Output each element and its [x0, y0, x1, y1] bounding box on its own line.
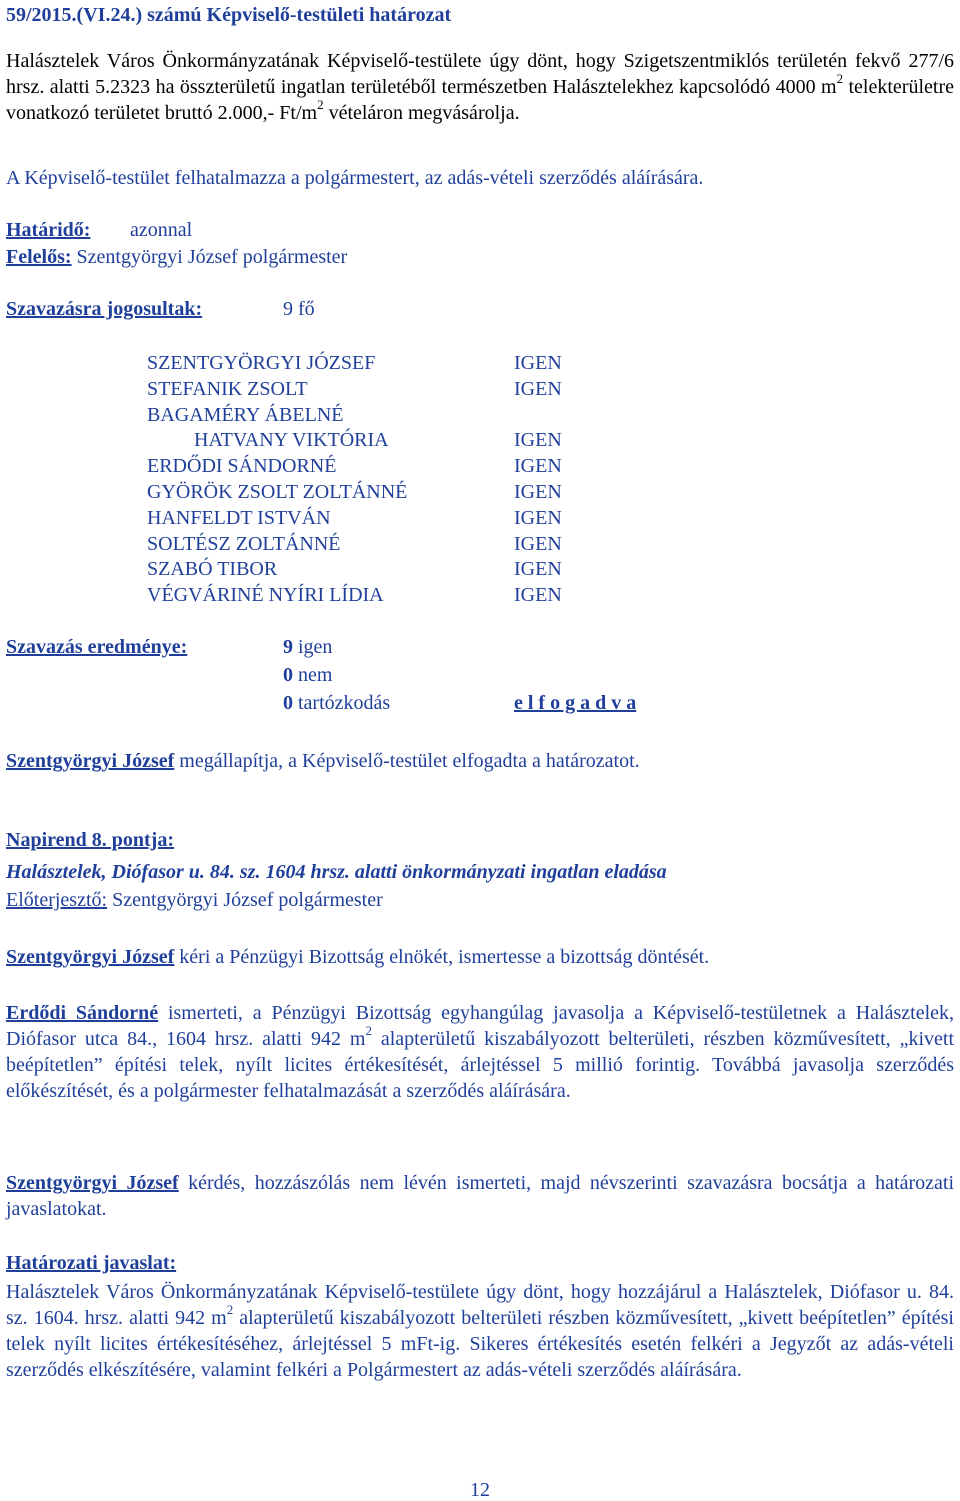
vote-value: IGEN — [514, 429, 562, 451]
vote-value: IGEN — [514, 352, 562, 374]
eligible-row — [6, 298, 315, 320]
conclusion-speaker: Szentgyörgyi József — [6, 750, 175, 772]
presenter-label: Előterjesztő: — [6, 889, 108, 911]
vote-value: IGEN — [514, 481, 562, 503]
deadline-value: azonnal — [130, 219, 193, 241]
vote-value: IGEN — [514, 378, 562, 400]
agenda-label: Napirend 8. pontja: — [6, 829, 174, 851]
vote-name: HANFELDT ISTVÁN — [147, 507, 331, 529]
vote-name: ERDŐDI SÁNDORNÉ — [147, 455, 337, 477]
vote-value: IGEN — [514, 558, 562, 580]
vote-name: STEFANIK ZSOLT — [147, 378, 308, 400]
vote-name: SZABÓ TIBOR — [147, 558, 278, 580]
vote-name: VÉGVÁRINÉ NYÍRI LÍDIA — [147, 584, 384, 606]
eligible-value: 9 fő — [283, 298, 315, 320]
agenda-presenter: Előterjesztő: Szentgyörgyi József polgármester — [6, 889, 383, 911]
discussion-p3: Szentgyörgyi József kérdés, hozzászólás nem lévén ismerteti, majd névszerinti szavazásra bocsátja a határozati javaslatokat. — [6, 1172, 954, 1220]
vote-name: HATVANY VIKTÓRIA — [194, 429, 389, 451]
deadline-row — [6, 219, 193, 241]
eligible-label: Szavazásra jogosultak: — [6, 298, 203, 320]
page-number: 12 — [470, 1479, 490, 1501]
agenda-title: Halásztelek, Diófasor u. 84. sz. 1604 hrsz. alatti önkormányzati ingatlan eladása — [6, 861, 667, 883]
responsible-label: Felelős: — [6, 246, 72, 268]
vote-value: IGEN — [514, 507, 562, 529]
vote-value: IGEN — [514, 533, 562, 555]
proposal-label: Határozati javaslat: — [6, 1252, 177, 1274]
responsible-value: Szentgyörgyi József polgármester — [76, 246, 348, 268]
resolution-text: Halásztelek Város Önkormányzatának Képviselő-testülete úgy dönt, hogy Szigetszentmiklós területén fekvő 277/6 hrsz. alatti 5.2323 ha összterületű ingatlan területéből természetben Halásztelekhez kapcsolódó 4000 $m^2$ telekterületre vonatkozó területet bruttó 2.000,- $Ft/m^2$ vételáron megvásárolja. — [6, 50, 954, 124]
conclusion: Szentgyörgyi József megállapítja, a Képviselő-testület elfogadta a határozatot. — [6, 750, 640, 772]
resolution-title: 59/2015.(VI.24.) számú Képviselő-testületi határozat — [6, 4, 452, 26]
result-abstain: 0 tartózkodás — [283, 692, 391, 714]
vote-value: IGEN — [514, 455, 562, 477]
vote-name: SZENTGYÖRGYI JÓZSEF — [147, 352, 376, 374]
deadline-label: Határidő: — [6, 219, 91, 241]
vote-name: BAGAMÉRY ÁBELNÉ — [147, 404, 344, 426]
result-label: Szavazás eredménye: — [6, 636, 188, 658]
vote-name: GYÖRÖK ZSOLT ZOLTÁNNÉ — [147, 481, 408, 503]
resolution-authorization: A Képviselő-testület felhatalmazza a polgármestert, az adás-vételi szerződés aláírására. — [6, 167, 704, 189]
responsible-row — [6, 247, 347, 267]
proposal-text: Halásztelek Város Önkormányzatának Képviselő-testülete úgy dönt, hogy hozzájárul a Halásztelek, Diófasor u. 84. sz. 1604. hrsz. alatti 942 $m^2$ alapterületű kiszabályozott belterületi részben közművesített, „kivett beépítetlen” építési telek nyílt licites értékesítéséhez, árlejtéssel 5 mFt-ig. Sikeres értékesítés esetén felkéri a Jegyzőt az adás-vételi szerződés elkészítésére, valamint felkéri a Polgármestert az adás-vételi szerződés aláírására. — [6, 1281, 954, 1381]
discussion-p1: Szentgyörgyi József kéri a Pénzügyi Bizottság elnökét, ismertesse a bizottság döntését. — [6, 946, 710, 968]
result-no: 0 nem — [283, 664, 333, 686]
discussion-p2: Erdődi Sándorné ismerteti, a Pénzügyi Bizottság egyhangúlag javasolja a Képviselő-testületnek a Halásztelek, Diófasor utca 84., 1604 hrsz. alatti 942 $m^2$ alapterületű kiszabályozott belterületi, részben közművesített, „kivett beépítetlen” építési telek, nyílt licites értékesítését, árlejtéssel 5 millió forintig. Továbbá javasolja szerződés előkészítését, és a polgármester felhatalmazását a szerződés aláírására. — [6, 1002, 955, 1102]
vote-value: IGEN — [514, 584, 562, 606]
result-outcome: e l f o g a d v a — [514, 692, 637, 714]
result-yes: 9 igen — [283, 636, 333, 658]
vote-name: SOLTÉSZ ZOLTÁNNÉ — [147, 533, 341, 555]
